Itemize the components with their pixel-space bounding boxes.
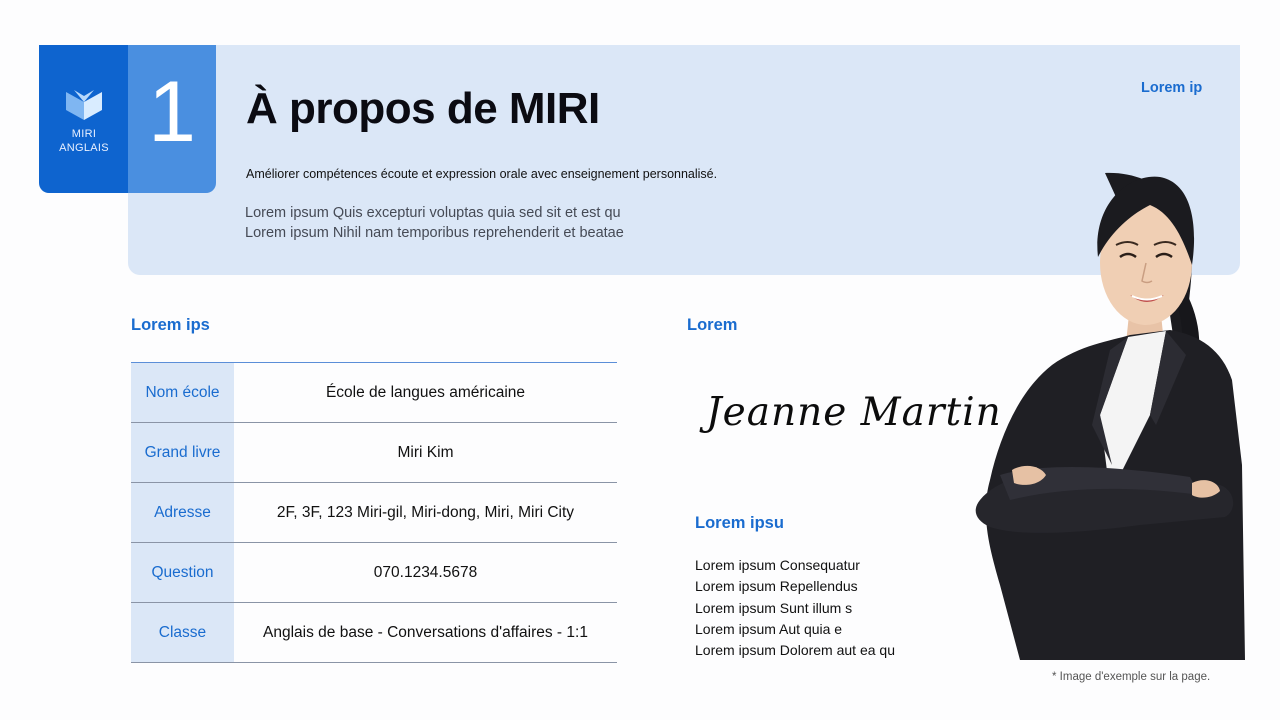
signature-heading: Lorem [687,316,738,334]
row-label: Adresse [131,483,234,542]
page-subtitle: Améliorer compétences écoute et expression orale avec enseignement personnalisé. [246,167,718,181]
section-number-box [128,45,216,193]
signature: Jeanne Martin [706,390,1002,435]
logo[interactable] [39,45,129,193]
row-value: 2F, 3F, 123 Miri-gil, Miri-dong, Miri, Miri City [276,503,575,521]
row-label: Grand livre [131,423,234,482]
table-row [131,423,617,483]
row-value: 070.1234.5678 [373,563,478,581]
list-item: Lorem ipsum Dolorem aut ea qu [695,642,895,659]
image-footnote: * Image d'exemple sur la page. [1052,671,1211,683]
table-row [131,483,617,543]
row-value: Miri Kim [397,443,454,461]
logo-text [39,127,129,155]
row-value: Anglais de base - Conversations d'affaires - 1:1 [263,623,588,641]
feature-list [695,555,895,661]
list-item: Lorem ipsum Repellendus [695,578,858,595]
list-item: Lorem ipsum Sunt illum s [695,599,853,616]
list-item: Lorem ipsum Aut quia e [695,620,843,637]
description-line-2: Lorem ipsum Nihil nam temporibus reprehenderit et beatae [245,225,624,241]
person-photo [960,165,1250,660]
row-label: Question [131,543,234,602]
table-row [131,363,617,423]
description-line-1: Lorem ipsum Quis excepturi voluptas quia sed sit et est qu [245,205,621,221]
row-value: École de langues américaine [325,383,526,401]
section-number: 1 [148,64,196,160]
info-table [131,362,617,663]
logo-line-2: ANGLAIS [59,142,109,154]
list-heading: Lorem ipsu [695,514,784,532]
info-heading: Lorem ips [131,316,210,334]
row-label: Classe [131,603,234,662]
table-row [131,603,617,663]
logo-line-1: MIRI [71,128,97,140]
row-label: Nom école [131,363,234,422]
top-right-link[interactable]: Lorem ip [1141,80,1203,96]
list-item: Lorem ipsum Consequatur [695,557,860,573]
header-description [245,203,624,243]
table-row [131,543,617,603]
book-logo-icon [66,90,102,120]
page-title: À propos de MIRI [246,84,600,133]
